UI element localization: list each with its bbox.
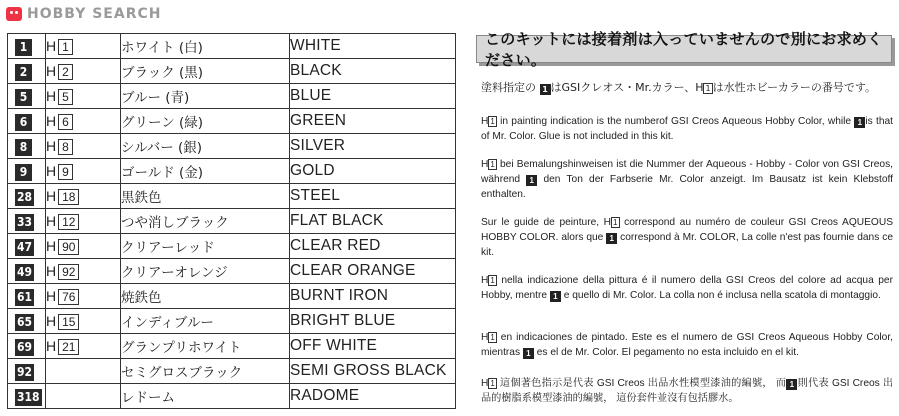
hobby-color-code-cell (46, 309, 121, 334)
hobby-color-prefix: H (46, 287, 57, 304)
japanese-color-name: ブルー (青) (121, 84, 290, 109)
mr-color-number: 2 (15, 64, 32, 81)
mr-color-number: 8 (15, 139, 32, 156)
english-color-name: BRIGHT BLUE (290, 309, 456, 334)
hobby-color-code-cell (46, 234, 121, 259)
note-japanese: 塗料指定の 1 はGSIクレオス・Mr.カラー、H 1 は水性ホビーカラーの番号です。 (481, 81, 877, 94)
mr-color-number: 318 (17, 390, 40, 404)
mr-color-number: 61 (17, 290, 33, 304)
hobby-color-prefix: H (46, 187, 57, 204)
paint-row (8, 34, 456, 59)
paint-color-table (7, 33, 456, 409)
mr-color-marker-icon: 1 (786, 379, 797, 390)
mr-color-marker-icon: 1 (523, 348, 534, 359)
english-color-name: GREEN (290, 109, 456, 134)
paint-row (8, 309, 456, 334)
paint-row (8, 284, 456, 309)
hobby-color-code-cell (46, 384, 121, 409)
note-french: Sur le guide de peinture, H 1 correspond au numéro de couleur GSI Creos AQUEOUS HOBBY COLOR. alors que 1 correspond à Mr. COLOR, La colle n'est pas fournie dans ce kit. (481, 217, 893, 258)
japanese-color-name: ホワイト (白) (121, 34, 290, 59)
mr-color-number-cell (8, 384, 46, 409)
english-color-name: CLEAR ORANGE (290, 259, 456, 284)
japanese-color-name: 焼鉄色 (121, 284, 290, 309)
hobby-color-code-cell (46, 34, 121, 59)
english-color-name: BURNT IRON (290, 284, 456, 309)
hobby-search-logo (6, 4, 161, 24)
hobby-color-code-cell (46, 184, 121, 209)
mr-color-number-cell (8, 34, 46, 59)
english-color-name: OFF WHITE (290, 334, 456, 359)
english-color-name: GOLD (290, 159, 456, 184)
japanese-color-name: グリーン (緑) (121, 109, 290, 134)
mr-color-number-cell (8, 209, 46, 234)
japanese-color-name: セミグロスブラック (121, 359, 290, 384)
japanese-color-name: つや消しブラック (121, 209, 290, 234)
hobby-color-prefix: H (46, 262, 57, 279)
japanese-color-name: クリアーオレンジ (121, 259, 290, 284)
hobby-color-code-cell (46, 334, 121, 359)
mr-color-number: 69 (17, 340, 33, 354)
hobby-color-code-cell (46, 359, 121, 384)
paint-row (8, 109, 456, 134)
mr-color-number-cell (8, 259, 46, 284)
japanese-color-name: レドーム (121, 384, 290, 409)
hobby-color-marker-icon: 1 (613, 218, 618, 227)
japanese-color-name: 黒鉄色 (121, 184, 290, 209)
hobby-color-code-cell (46, 109, 121, 134)
mr-color-number: 28 (17, 190, 33, 204)
paint-row (8, 259, 456, 284)
hobby-color-code: 2 (58, 64, 73, 80)
japanese-color-name: インディブルー (121, 309, 290, 334)
hobby-search-logo-text: HOBBY SEARCH (27, 6, 162, 22)
hobby-color-marker-icon: 1 (490, 379, 495, 388)
paint-row (8, 209, 456, 234)
mr-color-number: 47 (17, 240, 33, 254)
paint-row (8, 159, 456, 184)
mr-color-number-cell (8, 234, 46, 259)
mr-color-marker-icon: 1 (606, 233, 617, 244)
hobby-color-marker-icon: 1 (490, 160, 495, 169)
mr-color-number-cell (8, 184, 46, 209)
english-color-name: WHITE (290, 34, 456, 59)
hobby-color-code-cell (46, 59, 121, 84)
japanese-color-name: シルバー (銀) (121, 134, 290, 159)
mr-color-number-cell (8, 309, 46, 334)
mr-color-marker-icon: 1 (550, 291, 561, 302)
english-color-name: BLACK (290, 59, 456, 84)
hobby-color-prefix: H (46, 312, 57, 329)
hobby-color-prefix: H (46, 37, 57, 54)
paint-row (8, 134, 456, 159)
hobby-color-marker-icon: 1 (490, 276, 495, 285)
mr-color-number: 6 (15, 114, 32, 131)
paint-row (8, 184, 456, 209)
english-color-name: FLAT BLACK (290, 209, 456, 234)
japanese-color-name: クリアーレッド (121, 234, 290, 259)
hobby-color-prefix: H (46, 237, 57, 254)
japanese-color-name: グランプリホワイト (121, 334, 290, 359)
english-color-name: STEEL (290, 184, 456, 209)
hobby-color-code: 21 (58, 339, 79, 355)
glue-notice-heading: このキットには接着剤は入っていませんので別にお求めください。 (476, 35, 892, 63)
paint-row (8, 84, 456, 109)
mr-color-number-cell (8, 159, 46, 184)
hobby-color-code-cell (46, 284, 121, 309)
english-color-name: SEMI GROSS BLACK (290, 359, 456, 384)
paint-row (8, 234, 456, 259)
hobby-color-code: 15 (58, 314, 79, 330)
mr-color-number-cell (8, 334, 46, 359)
note-german: H 1 bei Bemalungshinweisen ist die Nummer der Aqueous - Hobby - Color von GSI Creos, während 1 den Ton der Farbserie Mr. Color anzeigt. Im Bausatz ist kein Klebstoff enthalten. (481, 159, 893, 200)
mr-color-number-cell (8, 359, 46, 384)
mr-color-marker-icon: 1 (854, 117, 865, 128)
hobby-color-code: 8 (58, 139, 73, 155)
english-color-name: RADOME (290, 384, 456, 409)
hobby-color-marker-icon: 1 (490, 117, 495, 126)
mr-color-number-cell (8, 134, 46, 159)
note-english: H 1 in painting indication is the numberof GSI Creos Aqueous Hobby Color, while 1 is that of Mr. Color. Glue is not included in this kit. (481, 116, 893, 142)
hobby-color-prefix: H (46, 337, 57, 354)
english-color-name: SILVER (290, 134, 456, 159)
english-color-name: CLEAR RED (290, 234, 456, 259)
english-color-name: BLUE (290, 84, 456, 109)
hobby-color-prefix: H (46, 87, 57, 104)
hobby-color-code-cell (46, 159, 121, 184)
hobby-color-code: 76 (58, 289, 79, 305)
hobby-color-code: 12 (58, 214, 79, 230)
note-spanish: H 1 en indicaciones de pintado. Este es el numero de GSI Creos Aqueous Hobby Color, mientras 1 es el de Mr. Color. El pegamento no esta incluido en el kit. (481, 332, 893, 358)
hobby-color-marker-icon: 1 (705, 84, 711, 93)
paint-row (8, 384, 456, 409)
hobby-color-prefix: H (46, 162, 57, 179)
hobby-color-prefix: H (46, 137, 57, 154)
hobby-color-code: 9 (58, 164, 73, 180)
mr-color-number: 9 (15, 164, 32, 181)
hobby-color-code: 92 (58, 264, 79, 280)
hobby-color-code: 5 (58, 89, 73, 105)
mr-color-number-cell (8, 59, 46, 84)
japanese-color-name: ゴールド (金) (121, 159, 290, 184)
hobby-color-marker-icon: 1 (490, 333, 495, 342)
hobby-color-prefix: H (46, 212, 57, 229)
hobby-color-code-cell (46, 209, 121, 234)
hobby-color-prefix: H (46, 112, 57, 129)
mr-color-number: 65 (17, 315, 33, 329)
mr-color-number: 33 (17, 215, 33, 229)
mr-color-number: 92 (17, 365, 33, 379)
mr-color-number: 5 (15, 89, 32, 106)
note-italian: H 1 nella indicazione della pittura é il numero della GSI Creos del colore ad acqua per Hobby, mentre 1 e quello di Mr. Color. La colla non é inclusa nella scatola di montaggio. (481, 275, 893, 301)
hobby-search-mark-icon (6, 7, 22, 21)
hobby-color-prefix: H (46, 62, 57, 79)
mr-color-number: 1 (15, 39, 32, 56)
hobby-color-code-cell (46, 84, 121, 109)
note-chinese: H 1 這個著色指示是代表 GSI Creos 出品水性模型漆油的編號， 而 1 則代表 GSI Creos 出品的樹脂系模型漆油的編號， 這份套件並沒有包括膠水。 (481, 378, 894, 404)
hobby-color-code: 6 (58, 114, 73, 130)
mr-color-marker-icon: 1 (540, 84, 551, 95)
mr-color-number-cell (8, 84, 46, 109)
mr-color-number: 49 (17, 265, 33, 279)
paint-row (8, 359, 456, 384)
mr-color-marker-icon: 1 (526, 175, 537, 186)
hobby-color-code: 1 (58, 39, 73, 55)
paint-row (8, 334, 456, 359)
mr-color-number-cell (8, 109, 46, 134)
mr-color-number-cell (8, 284, 46, 309)
hobby-color-code: 90 (58, 239, 79, 255)
hobby-color-code-cell (46, 259, 121, 284)
paint-row (8, 59, 456, 84)
hobby-color-code-cell (46, 134, 121, 159)
hobby-color-code: 18 (58, 189, 79, 205)
japanese-color-name: ブラック (黒) (121, 59, 290, 84)
